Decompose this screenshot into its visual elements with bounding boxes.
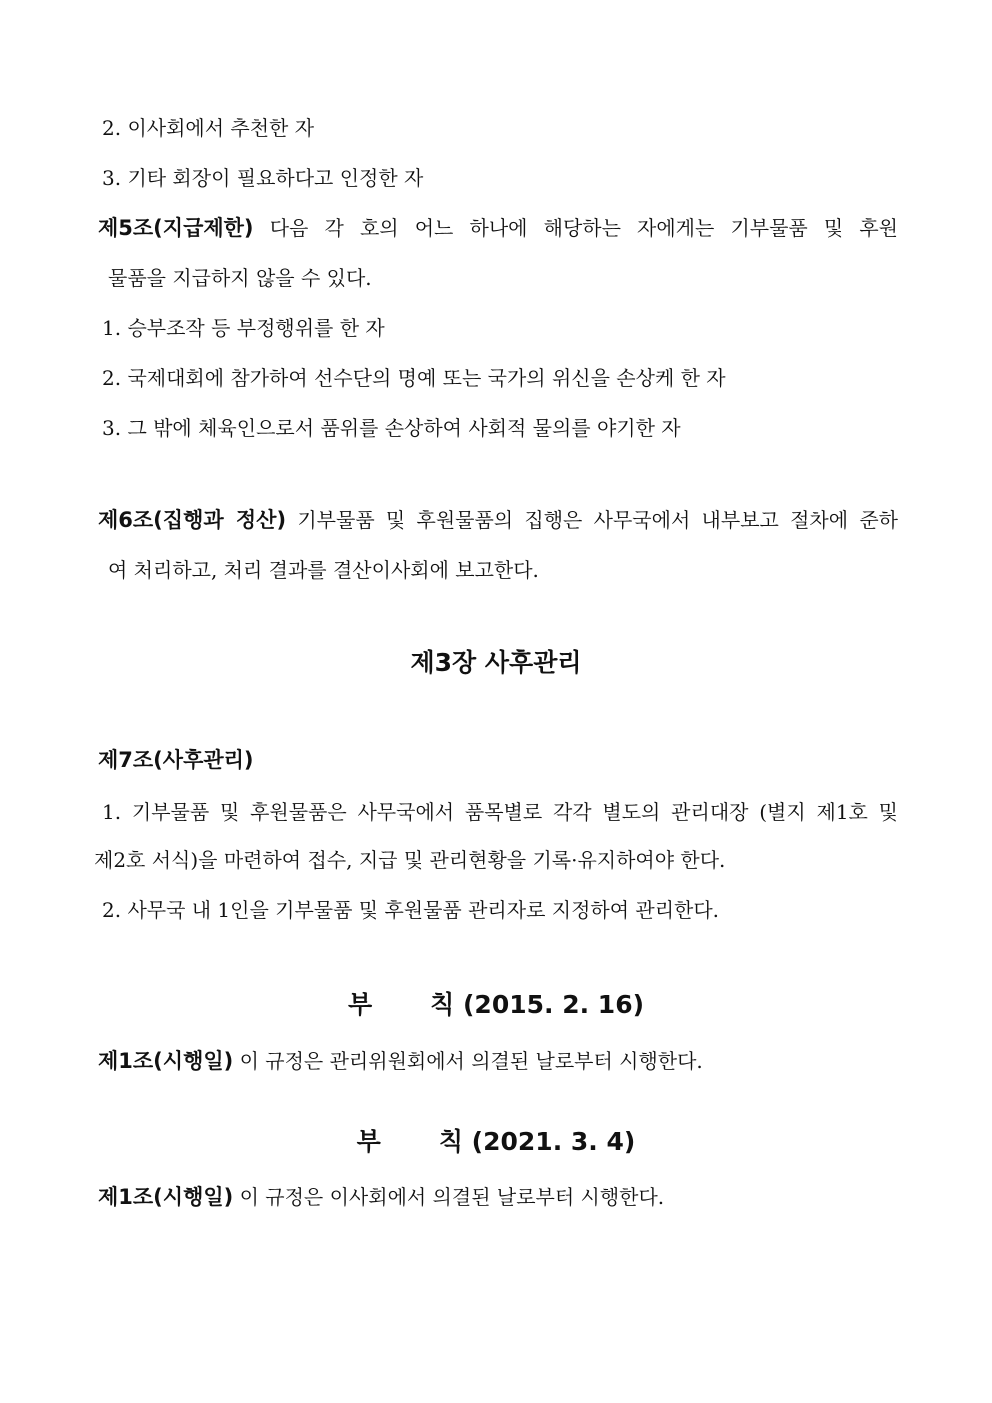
article-7-title: 제7조(사후관리): [98, 748, 254, 772]
article-6-line-1: [98, 504, 898, 536]
list-item: 1. 승부조작 등 부정행위를 한 자: [102, 316, 385, 340]
addendum-2021-article: [98, 1181, 898, 1213]
article-7-item-2: 2. 사무국 내 1인을 기부물품 및 후원물품 관리자로 지정하여 관리한다.: [102, 898, 720, 922]
addendum-bu: 부: [347, 990, 373, 1019]
list-item: 2. 이사회에서 추천한 자: [102, 116, 315, 140]
list-item: 3. 기타 회장이 필요하다고 인정한 자: [102, 166, 424, 190]
article-7-item-1-cont: 제2호 서식)을 마련하여 접수, 지급 및 관리현황을 기록·유지하여야 한다.: [94, 848, 726, 872]
addendum-date: 칙 (2021. 3. 4): [438, 1127, 636, 1156]
article-7-item-1: 1. 기부물품 및 후원물품은 사무국에서 품목별로 각각 별도의 관리대장 (별지 제1호 및: [102, 800, 898, 824]
addendum-2021-article-title: 제1조(시행일): [98, 1185, 234, 1209]
article-6-line-2: 여 처리하고, 처리 결과를 결산이사회에 보고한다.: [108, 558, 539, 582]
addendum-date: 칙 (2015. 2. 16): [430, 990, 645, 1019]
addendum-2021-heading: [0, 1124, 992, 1160]
article-7-title-line: [98, 744, 898, 776]
article-6-text: 기부물품 및 후원물품의 집행은 사무국에서 내부보고 절차에 준하: [297, 508, 899, 532]
list-item: 2. 국제대회에 참가하여 선수단의 명예 또는 국가의 위신을 손상케 한 자: [102, 366, 726, 390]
chapter-3-heading: 제3장 사후관리: [410, 648, 582, 677]
addendum-bu: 부: [356, 1127, 381, 1156]
addendum-2015-article: [98, 1045, 898, 1077]
article-5-text: 다음 각 호의 어느 하나에 해당하는 자에게는 기부물품 및 후원: [269, 216, 899, 240]
list-item: 3. 그 밖에 체육인으로서 품위를 손상하여 사회적 물의를 야기한 자: [102, 416, 681, 440]
article-5-title: 제5조(지급제한): [98, 216, 254, 240]
addendum-2021-article-text: 이 규정은 이사회에서 의결된 날로부터 시행한다.: [239, 1185, 665, 1209]
addendum-2015-article-text: 이 규정은 관리위원회에서 의결된 날로부터 시행한다.: [239, 1049, 703, 1073]
article-5-line-1: [98, 212, 898, 244]
addendum-2015-heading: [0, 987, 992, 1023]
article-6-title: 제6조(집행과 정산): [98, 508, 287, 532]
article-5-line-2: 물품을 지급하지 않을 수 있다.: [108, 266, 372, 290]
addendum-2015-article-title: 제1조(시행일): [98, 1049, 234, 1073]
